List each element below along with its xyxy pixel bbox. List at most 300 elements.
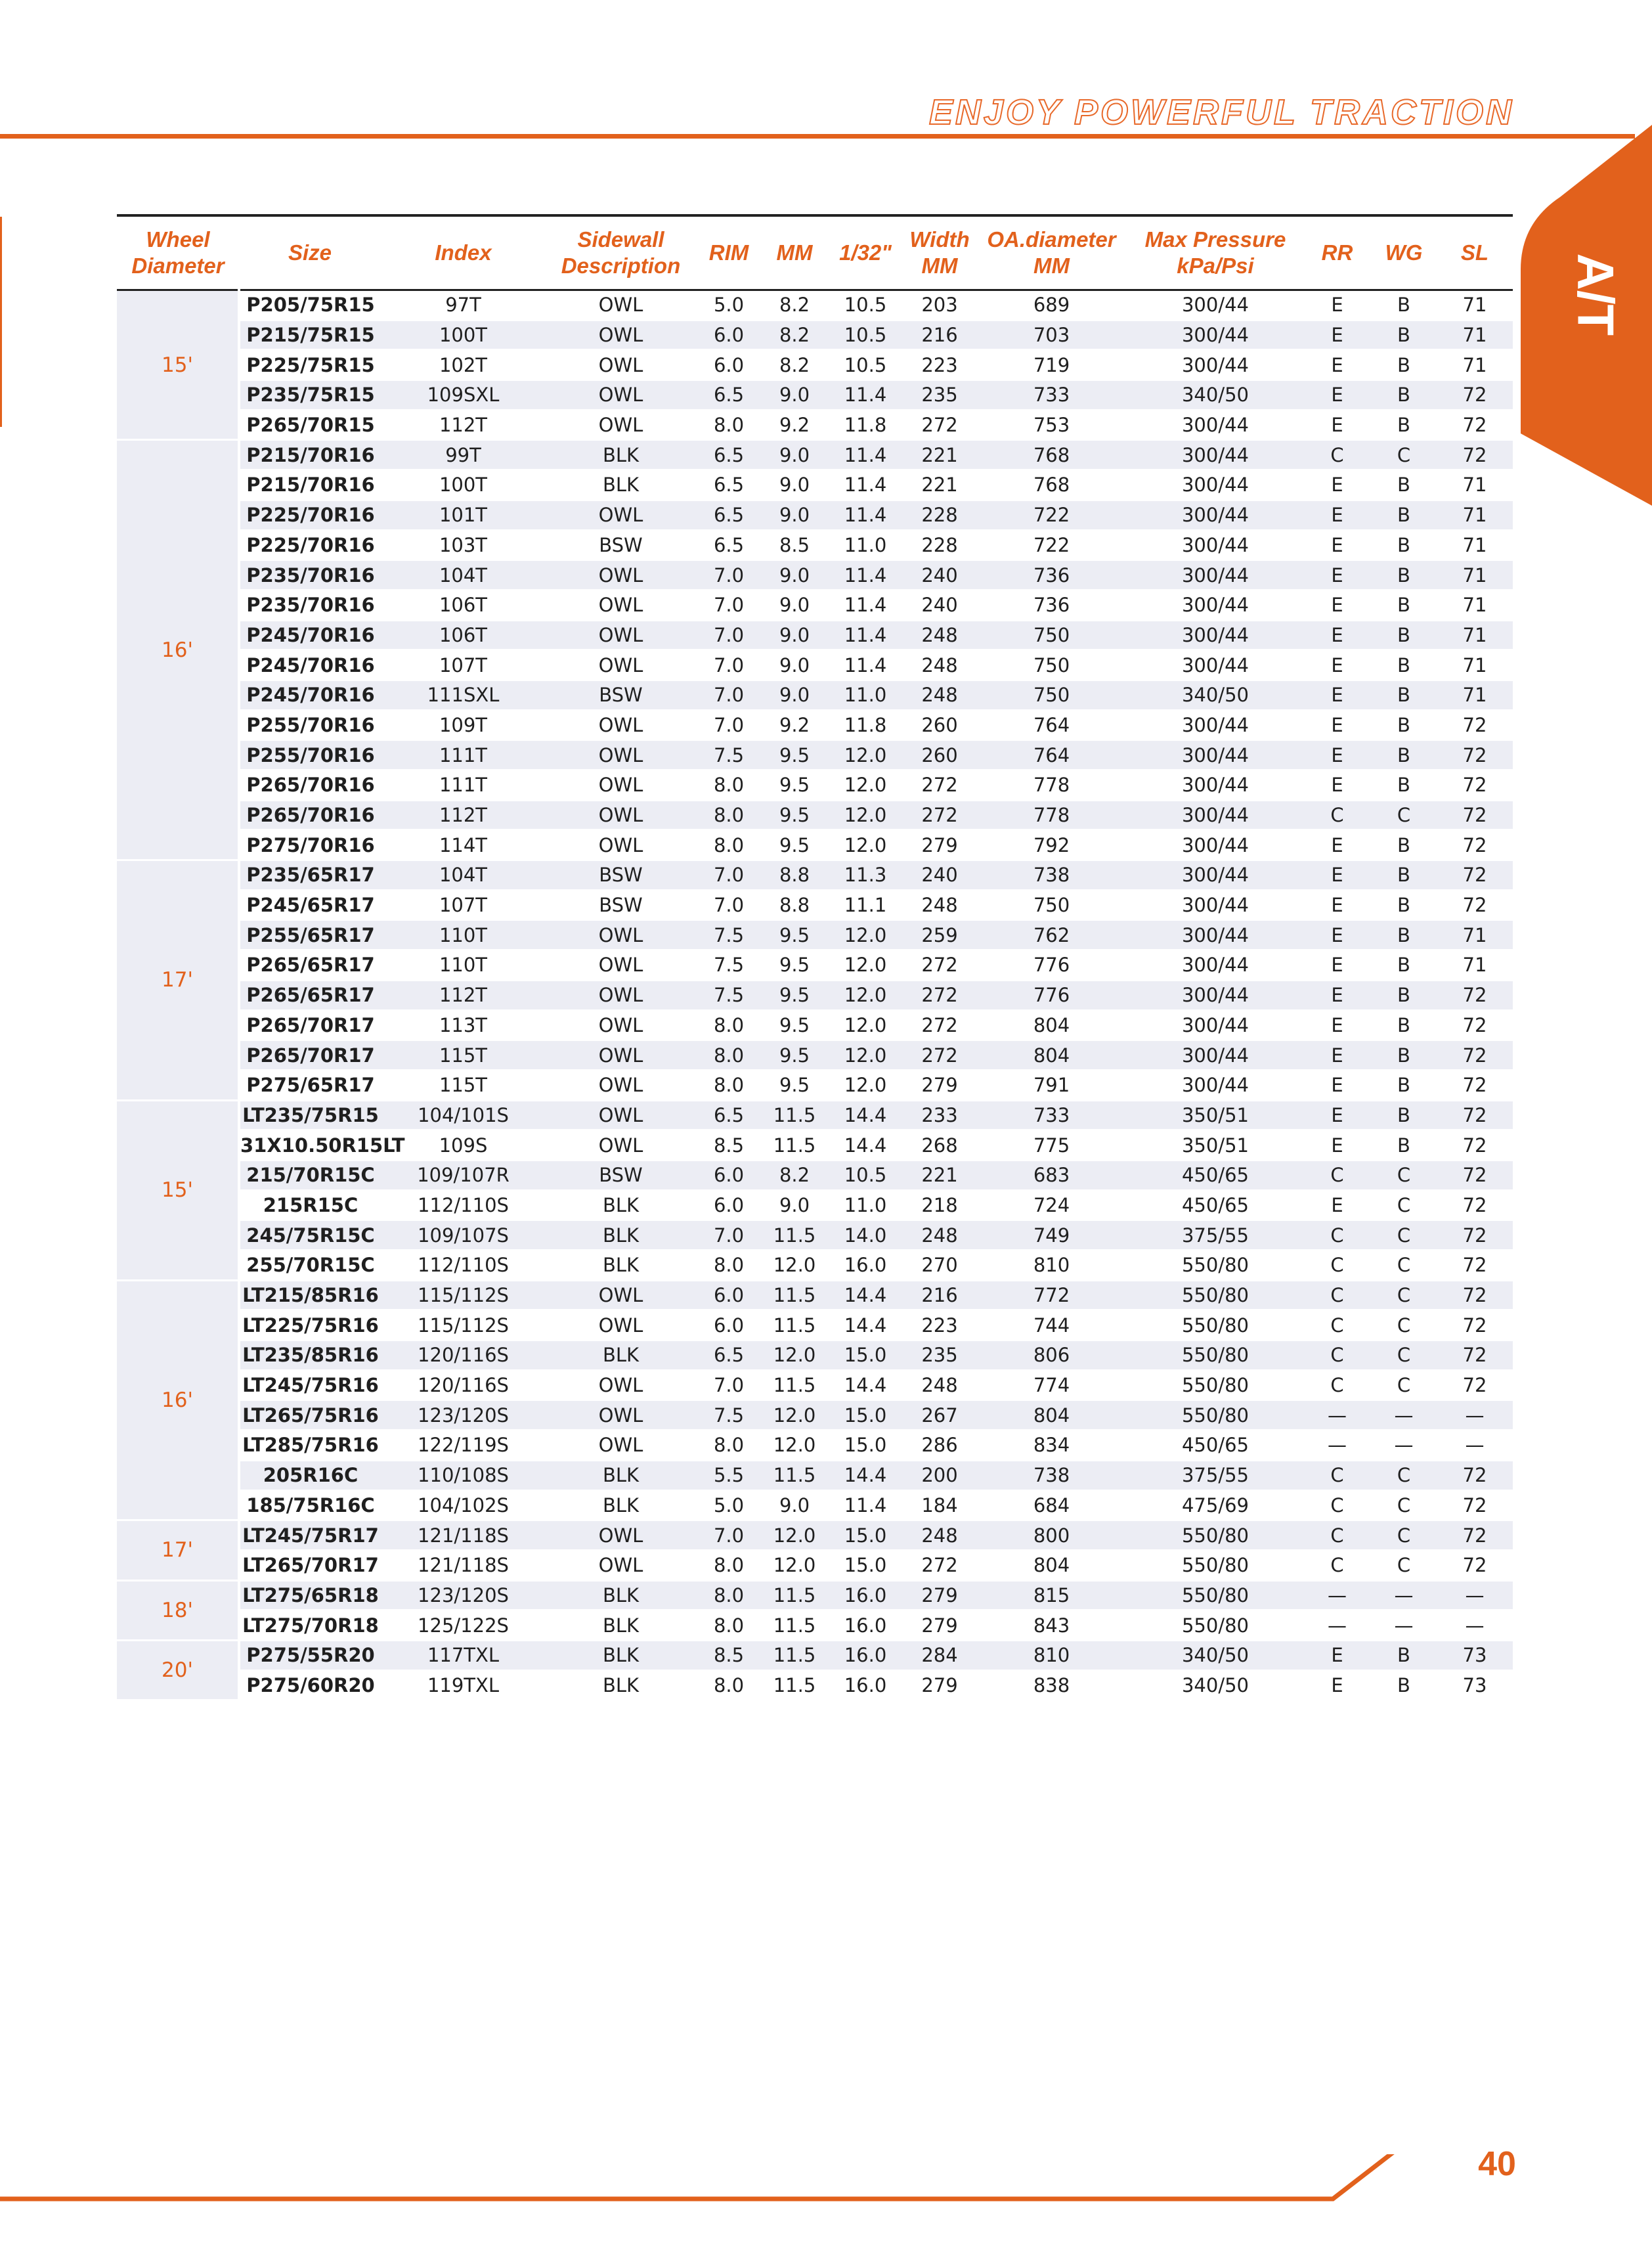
left-margin-rule	[0, 217, 2, 427]
table-cell: 272	[903, 950, 976, 981]
column-header-line1: WG	[1385, 240, 1423, 265]
table-cell: 72	[1437, 890, 1513, 920]
table-cell: 838	[976, 1670, 1127, 1700]
table-cell: B	[1371, 1100, 1437, 1130]
table-row	[117, 1490, 1513, 1520]
table-cell: 71	[1437, 650, 1513, 680]
table-cell: 115T	[381, 1040, 546, 1071]
tire-size-cell: 215/70R15C	[239, 1160, 381, 1190]
table-cell: OWL	[546, 1310, 696, 1340]
table-cell: 9.5	[762, 740, 827, 770]
table-row	[117, 1550, 1513, 1580]
table-cell: 240	[903, 590, 976, 620]
table-cell: 753	[976, 410, 1127, 440]
table-cell: BLK	[546, 1490, 696, 1520]
column-header-line2: Diameter	[131, 254, 225, 278]
table-cell: 550/80	[1127, 1610, 1303, 1641]
table-cell: 101T	[381, 500, 546, 530]
table-cell: 8.0	[696, 1670, 762, 1700]
table-cell: 12.0	[827, 830, 903, 860]
column-header-line1: RIM	[708, 240, 749, 265]
table-cell: 750	[976, 650, 1127, 680]
table-cell: 9.5	[762, 920, 827, 950]
tire-size-cell: P245/70R16	[239, 650, 381, 680]
table-cell: 6.5	[696, 440, 762, 470]
table-cell: OWL	[546, 350, 696, 380]
table-cell: 12.0	[827, 740, 903, 770]
tire-size-cell: P245/70R16	[239, 620, 381, 650]
table-cell: 218	[903, 1190, 976, 1220]
column-header-line1: Index	[435, 240, 492, 265]
table-cell: 340/50	[1127, 380, 1303, 410]
table-cell: 112/110S	[381, 1251, 546, 1281]
table-cell: 72	[1437, 1160, 1513, 1190]
table-cell: 8.0	[696, 800, 762, 830]
table-cell: B	[1371, 380, 1437, 410]
table-cell: 738	[976, 860, 1127, 891]
table-cell: C	[1371, 1251, 1437, 1281]
tire-size-cell: P275/65R17	[239, 1070, 381, 1100]
table-cell: —	[1437, 1400, 1513, 1430]
table-row	[117, 1640, 1513, 1670]
tire-size-cell: 255/70R15C	[239, 1251, 381, 1281]
table-cell: 72	[1437, 1190, 1513, 1220]
tire-size-cell: P275/60R20	[239, 1670, 381, 1700]
tire-size-cell: P255/70R16	[239, 710, 381, 740]
table-cell: 550/80	[1127, 1251, 1303, 1281]
table-cell: 6.5	[696, 500, 762, 530]
table-cell: E	[1303, 740, 1371, 770]
table-cell: 843	[976, 1610, 1127, 1641]
table-cell: 11.8	[827, 410, 903, 440]
table-cell: BSW	[546, 860, 696, 891]
table-cell: 8.2	[762, 1160, 827, 1190]
table-cell: 340/50	[1127, 1640, 1303, 1670]
table-cell: 300/44	[1127, 830, 1303, 860]
table-cell: 8.2	[762, 320, 827, 350]
table-cell: C	[1371, 1340, 1437, 1371]
table-cell: 16.0	[827, 1640, 903, 1670]
table-cell: —	[1303, 1610, 1371, 1641]
table-cell: 73	[1437, 1670, 1513, 1700]
table-row	[117, 980, 1513, 1010]
tire-size-cell: LT225/75R16	[239, 1310, 381, 1340]
table-cell: B	[1371, 770, 1437, 801]
table-row	[117, 620, 1513, 650]
table-cell: 7.5	[696, 920, 762, 950]
tire-size-cell: P265/70R16	[239, 770, 381, 801]
table-cell: 73	[1437, 1640, 1513, 1670]
table-cell: 300/44	[1127, 860, 1303, 891]
table-cell: BLK	[546, 1460, 696, 1490]
table-cell: B	[1371, 680, 1437, 710]
table-row	[117, 890, 1513, 920]
table-cell: 216	[903, 1280, 976, 1310]
tire-size-cell: LT215/85R16	[239, 1280, 381, 1310]
table-cell: OWL	[546, 1280, 696, 1310]
table-cell: 11.4	[827, 470, 903, 500]
table-row	[117, 440, 1513, 470]
table-cell: 5.0	[696, 1490, 762, 1520]
wheel-diameter-cell: 15'	[117, 1100, 239, 1280]
table-row	[117, 1340, 1513, 1371]
table-cell: 104T	[381, 560, 546, 590]
table-cell: C	[1303, 1310, 1371, 1340]
table-cell: 300/44	[1127, 710, 1303, 740]
table-cell: E	[1303, 830, 1371, 860]
table-cell: —	[1437, 1610, 1513, 1641]
table-cell: 14.0	[827, 1220, 903, 1251]
table-cell: OWL	[546, 590, 696, 620]
table-cell: 72	[1437, 410, 1513, 440]
table-cell: C	[1303, 1370, 1371, 1400]
wheel-diameter-cell: 16'	[117, 1280, 239, 1520]
table-row	[117, 1400, 1513, 1430]
table-cell: OWL	[546, 320, 696, 350]
wheel-diameter-cell: 20'	[117, 1640, 239, 1700]
table-cell: 12.0	[827, 1040, 903, 1071]
table-cell: 550/80	[1127, 1280, 1303, 1310]
table-cell: 8.5	[696, 1130, 762, 1161]
table-cell: BLK	[546, 1670, 696, 1700]
column-header	[762, 215, 827, 290]
table-cell: 300/44	[1127, 800, 1303, 830]
column-header	[1127, 215, 1303, 290]
table-cell: OWL	[546, 980, 696, 1010]
table-cell: 72	[1437, 1251, 1513, 1281]
table-cell: 14.4	[827, 1100, 903, 1130]
table-cell: 7.0	[696, 890, 762, 920]
table-cell: C	[1303, 1280, 1371, 1310]
table-row	[117, 1220, 1513, 1251]
table-cell: 11.4	[827, 560, 903, 590]
table-cell: C	[1371, 1370, 1437, 1400]
table-cell: 9.0	[762, 560, 827, 590]
table-cell: B	[1371, 710, 1437, 740]
table-cell: 109T	[381, 710, 546, 740]
table-cell: 72	[1437, 1010, 1513, 1040]
table-cell: 300/44	[1127, 410, 1303, 440]
table-cell: E	[1303, 380, 1371, 410]
column-header-line1: MM	[776, 240, 813, 265]
table-cell: 71	[1437, 920, 1513, 950]
table-cell: E	[1303, 1130, 1371, 1161]
table-cell: OWL	[546, 500, 696, 530]
table-cell: 15.0	[827, 1550, 903, 1580]
table-cell: C	[1303, 1220, 1371, 1251]
table-cell: 11.1	[827, 890, 903, 920]
table-cell: OWL	[546, 620, 696, 650]
tire-size-cell: P235/70R16	[239, 590, 381, 620]
table-cell: 72	[1437, 1370, 1513, 1400]
wheel-diameter-cell: 17'	[117, 860, 239, 1101]
table-cell: 72	[1437, 1130, 1513, 1161]
table-cell: OWL	[546, 1400, 696, 1430]
tire-size-cell: P265/70R17	[239, 1040, 381, 1071]
table-cell: 738	[976, 1460, 1127, 1490]
column-header	[1371, 215, 1437, 290]
table-cell: 804	[976, 1040, 1127, 1071]
table-cell: 9.0	[762, 380, 827, 410]
table-cell: 72	[1437, 1460, 1513, 1490]
table-cell: 764	[976, 740, 1127, 770]
table-cell: 8.0	[696, 1251, 762, 1281]
table-cell: —	[1371, 1580, 1437, 1610]
table-cell: 71	[1437, 290, 1513, 321]
tire-size-cell: P225/70R16	[239, 500, 381, 530]
tire-size-cell: P215/70R16	[239, 470, 381, 500]
table-cell: 11.5	[762, 1670, 827, 1700]
table-cell: 104/102S	[381, 1490, 546, 1520]
table-cell: 72	[1437, 770, 1513, 801]
table-cell: 248	[903, 620, 976, 650]
table-cell: BSW	[546, 530, 696, 560]
table-cell: C	[1303, 1490, 1371, 1520]
column-header-line1: Sidewall	[577, 227, 664, 252]
table-cell: 719	[976, 350, 1127, 380]
table-cell: 9.2	[762, 710, 827, 740]
table-cell: 9.0	[762, 680, 827, 710]
table-cell: 300/44	[1127, 890, 1303, 920]
table-cell: 279	[903, 1580, 976, 1610]
table-cell: 270	[903, 1251, 976, 1281]
table-cell: 8.0	[696, 1580, 762, 1610]
table-cell: E	[1303, 410, 1371, 440]
wheel-diameter-cell: 16'	[117, 440, 239, 860]
table-cell: 550/80	[1127, 1370, 1303, 1400]
tire-size-cell: P215/70R16	[239, 440, 381, 470]
table-cell: 260	[903, 740, 976, 770]
table-cell: E	[1303, 1100, 1371, 1130]
table-cell: 7.0	[696, 650, 762, 680]
table-cell: 12.0	[762, 1340, 827, 1371]
tire-size-cell: P245/65R17	[239, 890, 381, 920]
table-cell: 7.0	[696, 710, 762, 740]
tire-size-cell: LT235/75R15	[239, 1100, 381, 1130]
table-cell: 7.5	[696, 950, 762, 981]
table-row	[117, 1190, 1513, 1220]
table-cell: 762	[976, 920, 1127, 950]
table-cell: 750	[976, 890, 1127, 920]
table-cell: C	[1371, 1190, 1437, 1220]
table-row	[117, 320, 1513, 350]
table-cell: OWL	[546, 800, 696, 830]
table-cell: BLK	[546, 1610, 696, 1641]
table-cell: 810	[976, 1251, 1127, 1281]
table-cell: 724	[976, 1190, 1127, 1220]
tire-size-cell: LT265/70R17	[239, 1550, 381, 1580]
table-cell: 12.0	[762, 1550, 827, 1580]
table-cell: OWL	[546, 740, 696, 770]
table-cell: C	[1371, 1310, 1437, 1340]
table-cell: 9.0	[762, 620, 827, 650]
column-header	[546, 215, 696, 290]
table-cell: E	[1303, 590, 1371, 620]
column-header	[117, 215, 239, 290]
table-cell: OWL	[546, 290, 696, 321]
table-cell: E	[1303, 320, 1371, 350]
table-cell: 11.5	[762, 1220, 827, 1251]
table-cell: 450/65	[1127, 1190, 1303, 1220]
tire-size-cell: P265/70R17	[239, 1010, 381, 1040]
table-cell: 7.0	[696, 560, 762, 590]
table-cell: 268	[903, 1130, 976, 1161]
table-cell: E	[1303, 500, 1371, 530]
table-cell: 475/69	[1127, 1490, 1303, 1520]
table-cell: 114T	[381, 830, 546, 860]
table-cell: 203	[903, 290, 976, 321]
table-cell: 16.0	[827, 1610, 903, 1641]
table-cell: 10.5	[827, 1160, 903, 1190]
table-cell: 115/112S	[381, 1280, 546, 1310]
table-cell: 10.5	[827, 320, 903, 350]
table-row	[117, 290, 1513, 321]
table-cell: —	[1371, 1400, 1437, 1430]
table-cell: 9.5	[762, 1070, 827, 1100]
table-cell: 110T	[381, 950, 546, 981]
table-cell: 804	[976, 1400, 1127, 1430]
table-cell: 71	[1437, 500, 1513, 530]
table-row	[117, 410, 1513, 440]
table-row	[117, 710, 1513, 740]
table-cell: —	[1303, 1400, 1371, 1430]
table-cell: 11.4	[827, 1490, 903, 1520]
table-cell: 733	[976, 380, 1127, 410]
table-cell: B	[1371, 1130, 1437, 1161]
table-cell: C	[1303, 1520, 1371, 1551]
table-cell: 8.2	[762, 290, 827, 321]
table-cell: OWL	[546, 1040, 696, 1071]
table-cell: 184	[903, 1490, 976, 1520]
table-cell: 736	[976, 590, 1127, 620]
table-cell: E	[1303, 890, 1371, 920]
table-cell: 14.4	[827, 1310, 903, 1340]
table-cell: OWL	[546, 710, 696, 740]
table-cell: E	[1303, 350, 1371, 380]
table-cell: E	[1303, 710, 1371, 740]
table-cell: 8.5	[696, 1640, 762, 1670]
table-cell: —	[1371, 1430, 1437, 1461]
table-cell: 223	[903, 350, 976, 380]
table-cell: 11.4	[827, 650, 903, 680]
table-cell: OWL	[546, 1430, 696, 1461]
table-row	[117, 1430, 1513, 1461]
table-cell: C	[1371, 440, 1437, 470]
tire-size-cell: 185/75R16C	[239, 1490, 381, 1520]
table-cell: E	[1303, 860, 1371, 891]
table-cell: 121/118S	[381, 1550, 546, 1580]
table-cell: 14.4	[827, 1460, 903, 1490]
table-cell: 111T	[381, 740, 546, 770]
column-header-line1: SL	[1460, 240, 1489, 265]
table-cell: 300/44	[1127, 320, 1303, 350]
wheel-diameter-cell: 17'	[117, 1520, 239, 1580]
table-cell: 109/107R	[381, 1160, 546, 1190]
table-cell: 8.0	[696, 1430, 762, 1461]
table-cell: 117TXL	[381, 1640, 546, 1670]
table-cell: 8.0	[696, 1010, 762, 1040]
table-cell: 72	[1437, 860, 1513, 891]
table-cell: 300/44	[1127, 1040, 1303, 1071]
table-cell: B	[1371, 590, 1437, 620]
table-cell: 8.0	[696, 1070, 762, 1100]
table-cell: 72	[1437, 1520, 1513, 1551]
tire-size-cell: P205/75R15	[239, 290, 381, 321]
table-cell: 12.0	[827, 770, 903, 801]
table-cell: 6.5	[696, 1340, 762, 1371]
table-cell: 15.0	[827, 1520, 903, 1551]
table-cell: 248	[903, 890, 976, 920]
table-cell: 200	[903, 1460, 976, 1490]
table-row	[117, 1040, 1513, 1071]
table-cell: 272	[903, 1040, 976, 1071]
table-row	[117, 830, 1513, 860]
table-row	[117, 740, 1513, 770]
table-cell: 11.5	[762, 1310, 827, 1340]
table-cell: 300/44	[1127, 650, 1303, 680]
tire-size-cell: LT235/85R16	[239, 1340, 381, 1371]
table-cell: 300/44	[1127, 620, 1303, 650]
tire-size-cell: P245/70R16	[239, 680, 381, 710]
table-cell: 550/80	[1127, 1400, 1303, 1430]
table-cell: C	[1303, 440, 1371, 470]
table-cell: 703	[976, 320, 1127, 350]
tire-size-cell: P225/70R16	[239, 530, 381, 560]
table-cell: OWL	[546, 1010, 696, 1040]
table-row	[117, 1310, 1513, 1340]
table-cell: 300/44	[1127, 530, 1303, 560]
table-cell: 350/51	[1127, 1130, 1303, 1161]
table-cell: 300/44	[1127, 350, 1303, 380]
table-cell: E	[1303, 1670, 1371, 1700]
table-cell: 9.0	[762, 440, 827, 470]
tire-size-cell: 31X10.50R15LT	[239, 1130, 381, 1161]
table-cell: 6.0	[696, 320, 762, 350]
tire-spec-table	[117, 214, 1513, 1701]
table-cell: 102T	[381, 350, 546, 380]
table-cell: 279	[903, 1670, 976, 1700]
table-cell: E	[1303, 650, 1371, 680]
table-cell: 16.0	[827, 1670, 903, 1700]
table-cell: B	[1371, 350, 1437, 380]
tire-size-cell: P235/70R16	[239, 560, 381, 590]
table-cell: 12.0	[827, 1010, 903, 1040]
table-cell: 11.5	[762, 1610, 827, 1641]
table-cell: 221	[903, 470, 976, 500]
table-cell: 10.5	[827, 350, 903, 380]
table-cell: 5.5	[696, 1460, 762, 1490]
table-row	[117, 1370, 1513, 1400]
table-cell: 804	[976, 1550, 1127, 1580]
table-row	[117, 770, 1513, 801]
table-cell: 7.5	[696, 980, 762, 1010]
table-cell: 9.5	[762, 980, 827, 1010]
table-cell: 11.4	[827, 380, 903, 410]
table-cell: 550/80	[1127, 1580, 1303, 1610]
table-cell: C	[1303, 800, 1371, 830]
table-cell: E	[1303, 620, 1371, 650]
table-cell: E	[1303, 980, 1371, 1010]
table-cell: B	[1371, 830, 1437, 860]
table-cell: E	[1303, 1040, 1371, 1071]
table-cell: 72	[1437, 1040, 1513, 1071]
table-cell: 810	[976, 1640, 1127, 1670]
table-cell: 550/80	[1127, 1340, 1303, 1371]
table-cell: B	[1371, 1670, 1437, 1700]
table-cell: OWL	[546, 1130, 696, 1161]
tire-size-cell: P255/70R16	[239, 740, 381, 770]
table-cell: 123/120S	[381, 1400, 546, 1430]
